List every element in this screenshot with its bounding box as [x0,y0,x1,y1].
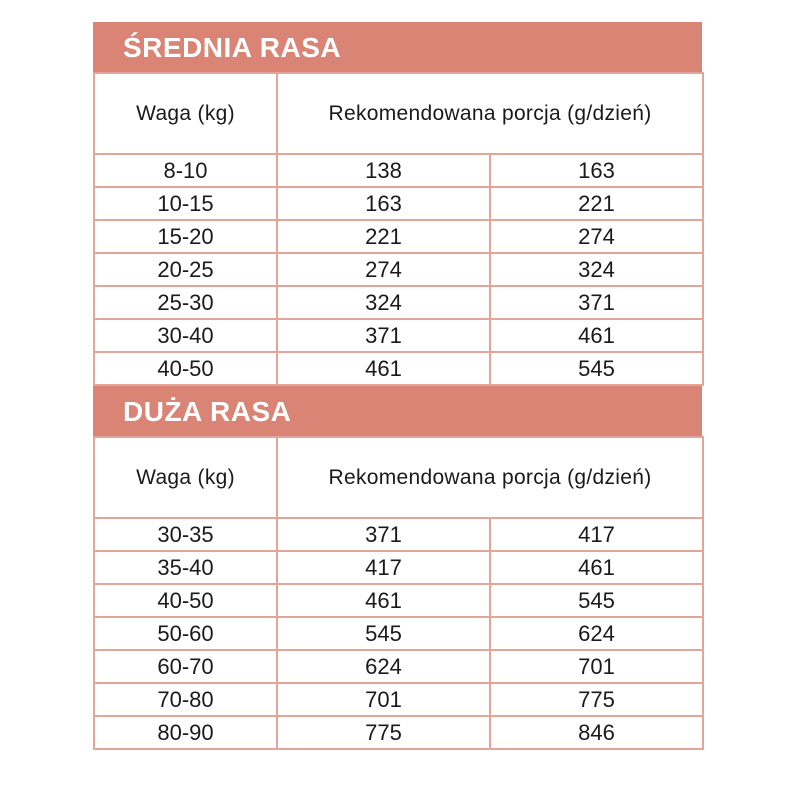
table-row [94,716,703,749]
table-row [94,518,703,551]
portion-min-cell: 324 [277,286,490,319]
portion-min-cell: 221 [277,220,490,253]
weight-cell: 15-20 [94,220,277,253]
table-row [94,617,703,650]
table-header-row [94,73,703,154]
column-header-portion: Rekomendowana porcja (g/dzień) [277,437,703,518]
portion-max-cell: 221 [490,187,703,220]
weight-cell: 40-50 [94,584,277,617]
weight-cell: 25-30 [94,286,277,319]
section-title-large-breed: DUŻA RASA [93,386,702,436]
portion-max-cell: 701 [490,650,703,683]
table-row [94,551,703,584]
table-row [94,352,703,385]
portion-max-cell: 371 [490,286,703,319]
portion-min-cell: 461 [277,352,490,385]
weight-cell: 50-60 [94,617,277,650]
portion-max-cell: 846 [490,716,703,749]
portion-min-cell: 624 [277,650,490,683]
feeding-table-medium-breed [93,72,704,386]
weight-cell: 30-40 [94,319,277,352]
table-row [94,220,703,253]
column-header-weight: Waga (kg) [94,73,277,154]
portion-min-cell: 371 [277,319,490,352]
weight-cell: 80-90 [94,716,277,749]
portion-min-cell: 371 [277,518,490,551]
section-title-medium-breed: ŚREDNIA RASA [93,22,702,72]
table-row [94,584,703,617]
portion-max-cell: 545 [490,584,703,617]
weight-cell: 40-50 [94,352,277,385]
portion-min-cell: 417 [277,551,490,584]
table-header-row [94,437,703,518]
table-row [94,683,703,716]
weight-cell: 30-35 [94,518,277,551]
portion-max-cell: 461 [490,319,703,352]
table-row [94,253,703,286]
portion-min-cell: 138 [277,154,490,187]
portion-min-cell: 545 [277,617,490,650]
portion-min-cell: 775 [277,716,490,749]
portion-max-cell: 624 [490,617,703,650]
weight-cell: 60-70 [94,650,277,683]
weight-cell: 70-80 [94,683,277,716]
column-header-portion: Rekomendowana porcja (g/dzień) [277,73,703,154]
column-header-weight: Waga (kg) [94,437,277,518]
feeding-table-sheet [93,22,702,750]
portion-min-cell: 274 [277,253,490,286]
portion-max-cell: 461 [490,551,703,584]
portion-max-cell: 324 [490,253,703,286]
table-row [94,319,703,352]
portion-min-cell: 163 [277,187,490,220]
table-row [94,650,703,683]
weight-cell: 20-25 [94,253,277,286]
feeding-table-large-breed [93,436,704,750]
portion-max-cell: 274 [490,220,703,253]
portion-max-cell: 417 [490,518,703,551]
table-row [94,154,703,187]
table-row [94,187,703,220]
table-row [94,286,703,319]
weight-cell: 10-15 [94,187,277,220]
portion-max-cell: 163 [490,154,703,187]
portion-min-cell: 461 [277,584,490,617]
portion-max-cell: 775 [490,683,703,716]
weight-cell: 35-40 [94,551,277,584]
weight-cell: 8-10 [94,154,277,187]
portion-max-cell: 545 [490,352,703,385]
portion-min-cell: 701 [277,683,490,716]
